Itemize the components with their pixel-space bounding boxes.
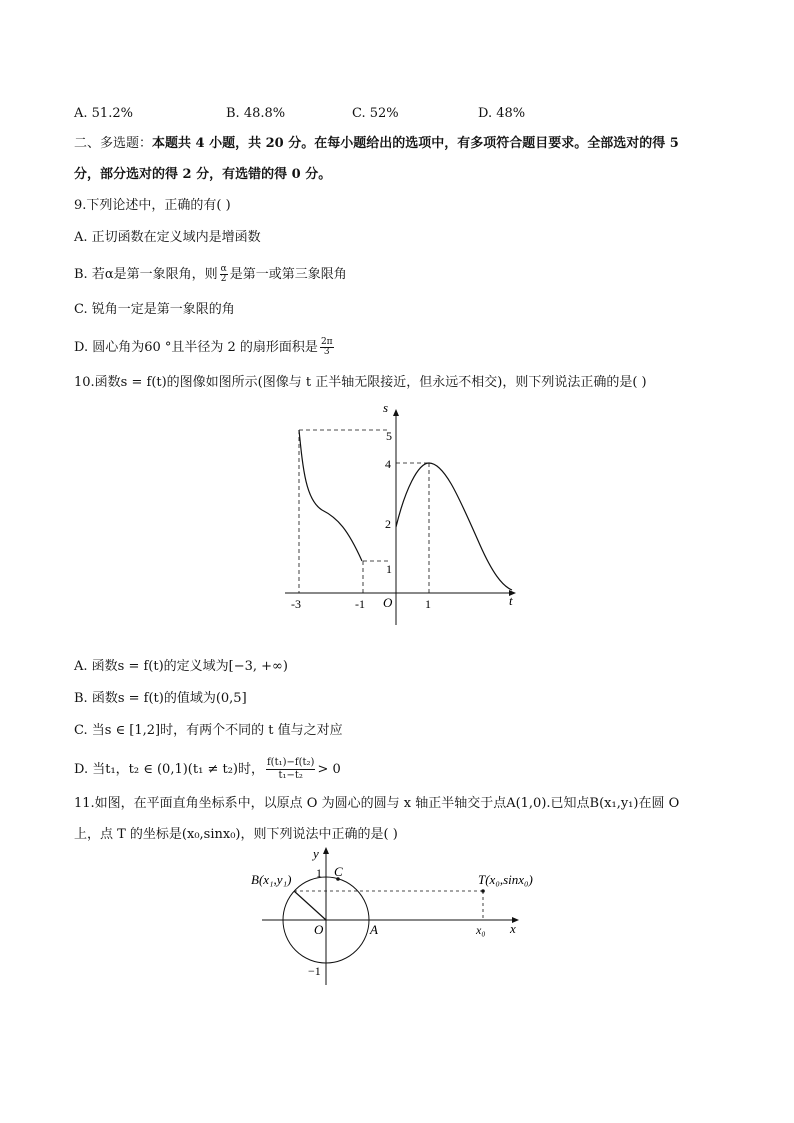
q11-stem-line2: 上，点 T 的坐标是(x₀,sinx₀)，则下列说法中正确的是( ) (74, 827, 398, 842)
q8-option-a: A. 51.2% (74, 106, 133, 121)
q9-option-d (74, 338, 336, 357)
y-axis-label: y (313, 846, 319, 861)
q10-stem: 10.函数s = f(t)的图像如图所示(图像与 t 正半轴无限接近，但永远不相交)，则下列说法正确的是( ) (74, 375, 647, 390)
point-c-label: C (334, 864, 343, 879)
tick-x0-label: x₀ (476, 923, 486, 937)
q9-b-text-end: 是第一或第三象限角 (229, 267, 347, 282)
origin-label: O (314, 922, 324, 937)
q10-option-b: B. 函数s = f(t)的值域为(0,5] (74, 691, 247, 706)
q10-option-a: A. 函数s = f(t)的定义域为[−3, +∞) (74, 659, 288, 674)
q9-d-text: D. 圆心角为60 °且半径为 2 的扇形面积是 (74, 340, 318, 355)
x-tick-1: 1 (425, 597, 431, 611)
q9-d-fraction: $\frac{2\pi}{3}$ (320, 337, 333, 357)
q9-b-fraction: $\frac{\alpha}{2}$ (220, 264, 227, 284)
section2-title: 二、多选题： (74, 136, 153, 151)
t-guides (294, 891, 483, 920)
point-t-label: T(x₀,sinx₀) (478, 872, 533, 887)
q9-option-b (74, 265, 347, 284)
tick-1-label: 1 (316, 866, 322, 880)
q9-option-a: A. 正切函数在定义域内是增函数 (74, 230, 261, 245)
section2-scoring: 分，部分选对的得 2 分，有选错的得 0 分。 (74, 167, 332, 182)
x-axis-label: x (510, 921, 516, 936)
section2-heading (74, 135, 679, 153)
tick-neg1-label: −1 (308, 964, 321, 978)
guide-lines (299, 430, 429, 593)
s-axis-label: s (383, 400, 389, 415)
q10-d-text: D. 当t₁，t₂ ∈ (0,1)(t₁ ≠ t₂)时， (74, 762, 264, 777)
point-b-label: B(x₁,y₁) (251, 872, 292, 887)
q10-graph (270, 398, 530, 630)
q9-option-c: C. 锐角一定是第一象限的角 (74, 302, 235, 317)
curve-right (396, 463, 512, 590)
x-tick-neg3: -3 (291, 597, 301, 611)
t-axis-label: t (509, 593, 513, 608)
point-t (481, 889, 485, 893)
q10-d-fraction: $\frac{\text{f(t₁)−f(t₂)}}{\text{t₁−t₂}}$ (266, 757, 315, 781)
x-tick-neg1: -1 (355, 597, 365, 611)
y-tick-5: 5 (386, 429, 392, 443)
q10-option-d (74, 757, 341, 782)
origin-label: O (383, 595, 393, 610)
radius-ob (294, 891, 326, 920)
curve-left (299, 430, 362, 561)
section2-heading-line2 (74, 166, 331, 184)
y-tick-1: 1 (386, 562, 392, 576)
q9-stem: 9.下列论述中，正确的有( ) (74, 198, 231, 213)
q10-d-text-end: > 0 (317, 762, 341, 777)
q9-b-text: B. 若α是第一象限角，则 (74, 267, 218, 282)
q8-option-b: B. 48.8% (226, 106, 286, 121)
q8-option-d: D. 48% (478, 106, 526, 121)
section2-instructions: 本题共 4 小题，共 20 分。在每小题给出的选项中，有多项符合题目要求。全部选对的得 5 (152, 136, 679, 151)
point-a-label: A (370, 922, 378, 937)
q11-stem-line1: 11.如图，在平面直角坐标系中，以原点 O 为圆心的圆与 x 轴正半轴交于点A(1,0).已知点B(x₁,y₁)在圆 O (74, 796, 680, 811)
y-tick-4: 4 (385, 457, 391, 471)
q8-option-c: C. 52% (352, 106, 399, 121)
y-tick-2: 2 (385, 517, 391, 531)
q11-graph (245, 842, 535, 987)
q10-option-c: C. 当s ∈ [1,2]时，有两个不同的 t 值与之对应 (74, 723, 343, 738)
